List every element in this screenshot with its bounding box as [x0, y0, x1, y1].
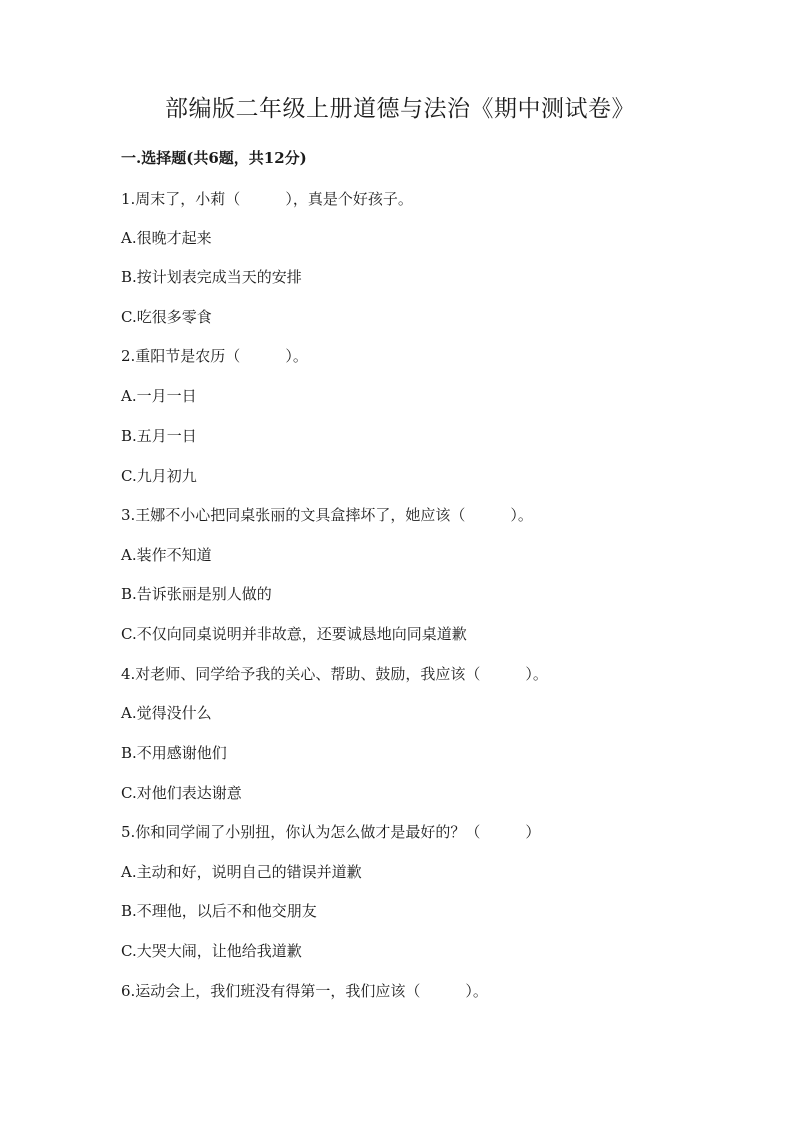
question-2-option-b: B.五月一日	[121, 427, 197, 445]
question-4-option-a: A.觉得没什么	[121, 704, 212, 722]
question-1-option-b: B.按计划表完成当天的安排	[121, 268, 302, 286]
question-3-option-b: B.告诉张丽是别人做的	[121, 585, 272, 603]
question-2-option-a: A.一月一日	[121, 387, 197, 405]
page-title: 部编版二年级上册道德与法治《期中测试卷》	[165, 96, 635, 122]
question-3: 3.王娜不小心把同桌张丽的文具盒摔坏了，她应该（ ）。	[121, 506, 533, 524]
question-4: 4.对老师、同学给予我的关心、帮助、鼓励，我应该（ ）。	[121, 665, 548, 683]
question-5: 5.你和同学闹了小别扭，你认为怎么做才是最好的？（ ）	[121, 823, 541, 841]
section-heading: 一.选择题(共6题，共12分)	[121, 149, 307, 167]
question-4-option-b: B.不用感谢他们	[121, 744, 227, 762]
question-2-option-c: C.九月初九	[121, 467, 197, 485]
question-3-option-c: C.不仅向同桌说明并非故意，还要诚恳地向同桌道歉	[121, 625, 467, 643]
question-5-option-b: B.不理他，以后不和他交朋友	[121, 902, 317, 920]
question-1-option-c: C.吃很多零食	[121, 308, 212, 326]
question-3-option-a: A.装作不知道	[121, 546, 212, 564]
question-1-option-a: A.很晚才起来	[121, 229, 212, 247]
question-5-option-c: C.大哭大闹，让他给我道歉	[121, 942, 302, 960]
question-6: 6.运动会上，我们班没有得第一，我们应该（ ）。	[121, 982, 488, 1000]
question-4-option-c: C.对他们表达谢意	[121, 784, 242, 802]
question-5-option-a: A.主动和好，说明自己的错误并道歉	[121, 863, 362, 881]
question-1: 1.周末了，小莉（ ），真是个好孩子。	[121, 190, 413, 208]
question-2: 2.重阳节是农历（ ）。	[121, 347, 308, 365]
